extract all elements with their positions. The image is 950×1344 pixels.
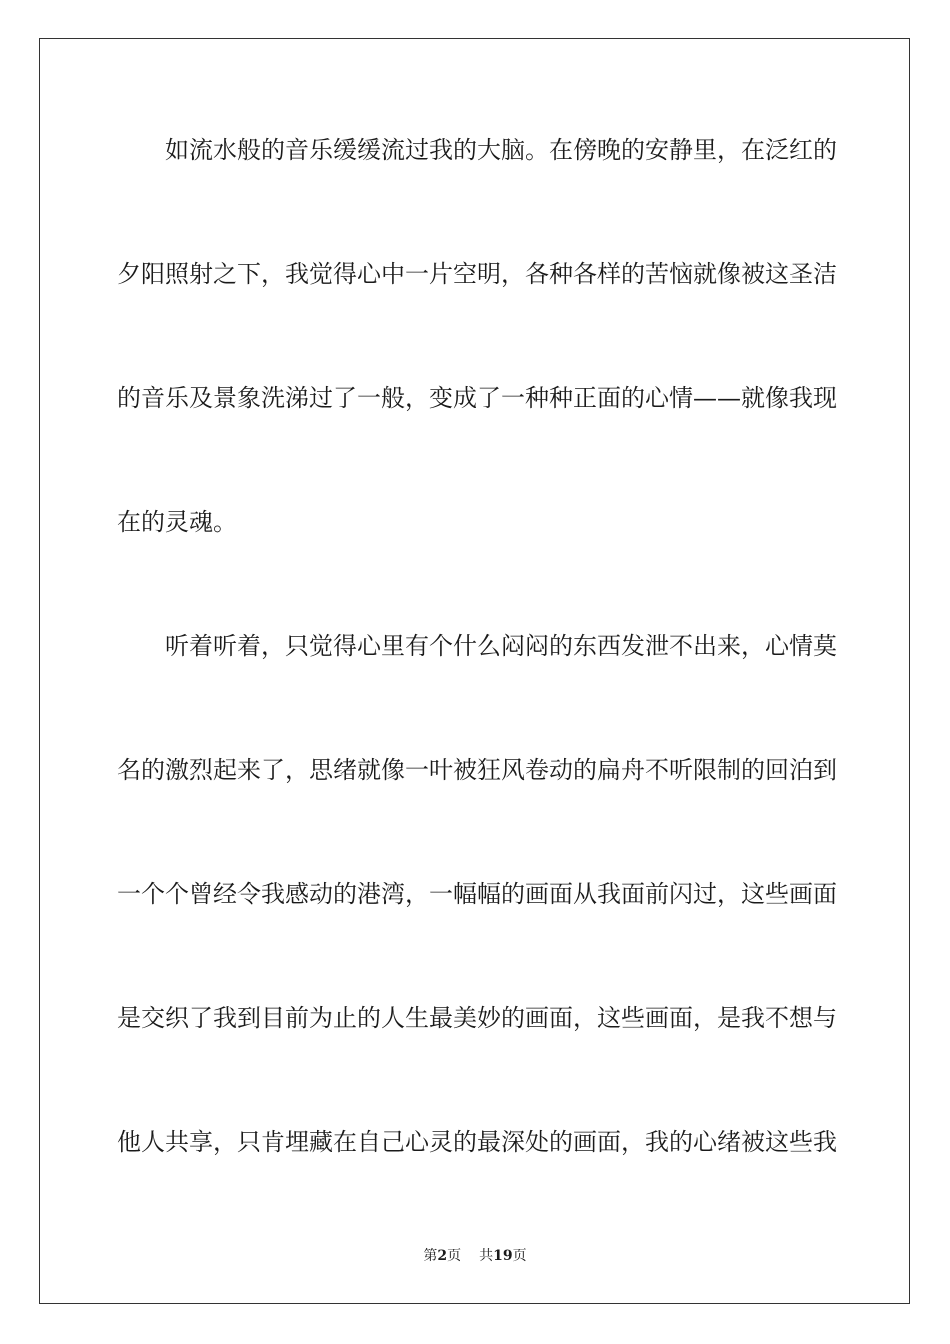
total-pages: 19 (493, 1248, 513, 1264)
paragraph-1-line-1: 如流水般的音乐缓缓流过我的大脑。在傍晚的安静里，在泛红的 (165, 136, 837, 164)
paragraph-2-line-5: 他人共享，只肯埋藏在自己心灵的最深处的画面，我的心绪被这些我 (117, 1128, 837, 1156)
paragraph-2-line-3: 一个个曾经令我感动的港湾，一幅幅的画面从我面前闪过，这些画面 (117, 880, 837, 908)
page-footer (0, 1246, 950, 1266)
total-suffix: 页 (512, 1248, 527, 1264)
paragraph-2-line-2: 名的激烈起来了，思绪就像一叶被狂风卷动的扁舟不听限制的回泊到 (117, 756, 837, 784)
paragraph-1-line-3: 的音乐及景象洗涕过了一般，变成了一种种正面的心情——就像我现 (117, 384, 837, 412)
paragraph-1-line-2: 夕阳照射之下，我觉得心中一片空明，各种各样的苦恼就像被这圣洁 (117, 260, 837, 288)
paragraph-2-line-4: 是交织了我到目前为止的人生最美妙的画面，这些画面，是我不想与 (117, 1004, 837, 1032)
paragraph-1-line-4: 在的灵魂。 (117, 508, 237, 536)
page-number: 2 (437, 1248, 448, 1264)
page-prefix: 第 (423, 1248, 438, 1264)
page-suffix: 页 (447, 1248, 462, 1264)
page-border (39, 38, 910, 1304)
total-prefix: 共 (479, 1248, 494, 1264)
paragraph-2-line-1: 听着听着，只觉得心里有个什么闷闷的东西发泄不出来，心情莫 (165, 632, 837, 660)
